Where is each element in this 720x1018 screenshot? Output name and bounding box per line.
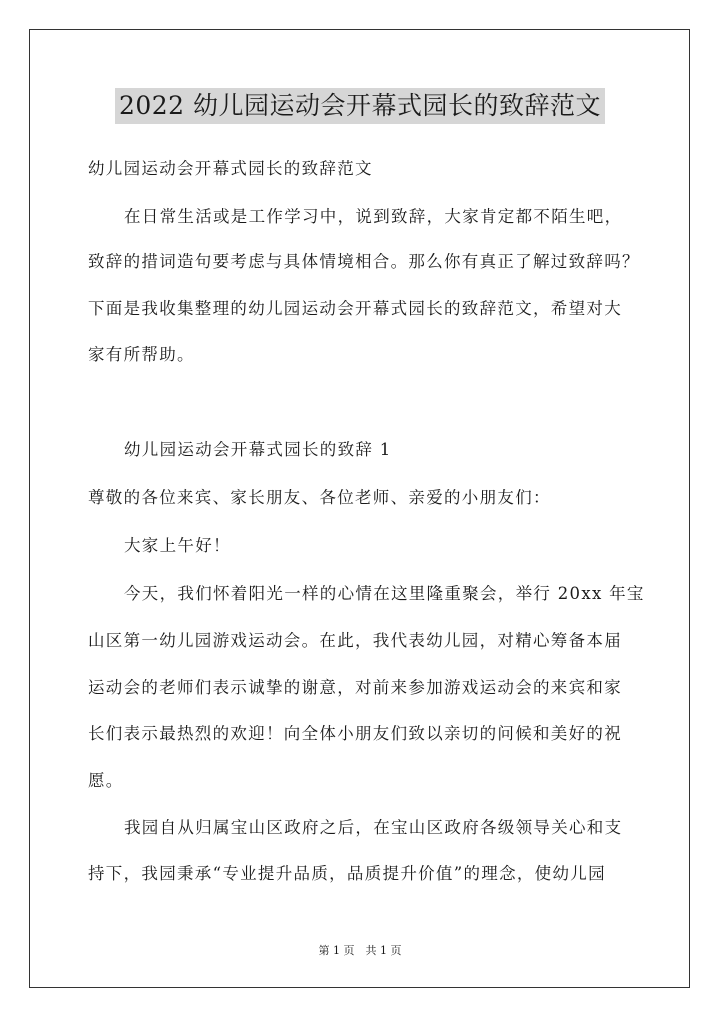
paragraph1-line-1: 今天，我们怀着阳光一样的心情在这里隆重聚会，举行 20xx 年宝 bbox=[124, 584, 645, 603]
paragraph2-line-2: 持下，我园秉承“专业提升品质，品质提升价值”的理念，使幼儿园 bbox=[88, 864, 606, 883]
document-title-wrapper bbox=[0, 88, 720, 124]
section-heading: 幼儿园运动会开幕式园长的致辞 1 bbox=[124, 440, 392, 459]
paragraph1-line-3: 运动会的老师们表示诚挚的谢意，对前来参加游戏运动会的来宾和家 bbox=[88, 678, 622, 697]
intro-line-2: 致辞的措词造句要考虑与具体情境相合。那么你有真正了解过致辞吗？ bbox=[88, 252, 640, 271]
document-subtitle: 幼儿园运动会开幕式园长的致辞范文 bbox=[88, 159, 373, 178]
paragraph1-line-5: 愿。 bbox=[88, 771, 124, 790]
salutation: 尊敬的各位来宾、家长朋友、各位老师、亲爱的小朋友们： bbox=[88, 488, 551, 507]
paragraph1-line-4: 长们表示最热烈的欢迎！向全体小朋友们致以亲切的问候和美好的祝 bbox=[88, 724, 622, 743]
paragraph1-line-2: 山区第一幼儿园游戏运动会。在此，我代表幼儿园，对精心筹备本届 bbox=[88, 631, 622, 650]
document-title: 2022 幼儿园运动会开幕式园长的致辞范文 bbox=[115, 88, 605, 124]
intro-line-4: 家有所帮助。 bbox=[88, 345, 195, 364]
page-footer: 第 1 页 共 1 页 bbox=[318, 944, 402, 957]
paragraph2-line-1: 我园自从归属宝山区政府之后，在宝山区政府各级领导关心和支 bbox=[124, 818, 623, 837]
intro-line-3: 下面是我收集整理的幼儿园运动会开幕式园长的致辞范文，希望对大 bbox=[88, 299, 622, 318]
intro-line-1: 在日常生活或是工作学习中，说到致辞，大家肯定都不陌生吧， bbox=[124, 207, 623, 226]
greeting: 大家上午好！ bbox=[124, 536, 231, 555]
